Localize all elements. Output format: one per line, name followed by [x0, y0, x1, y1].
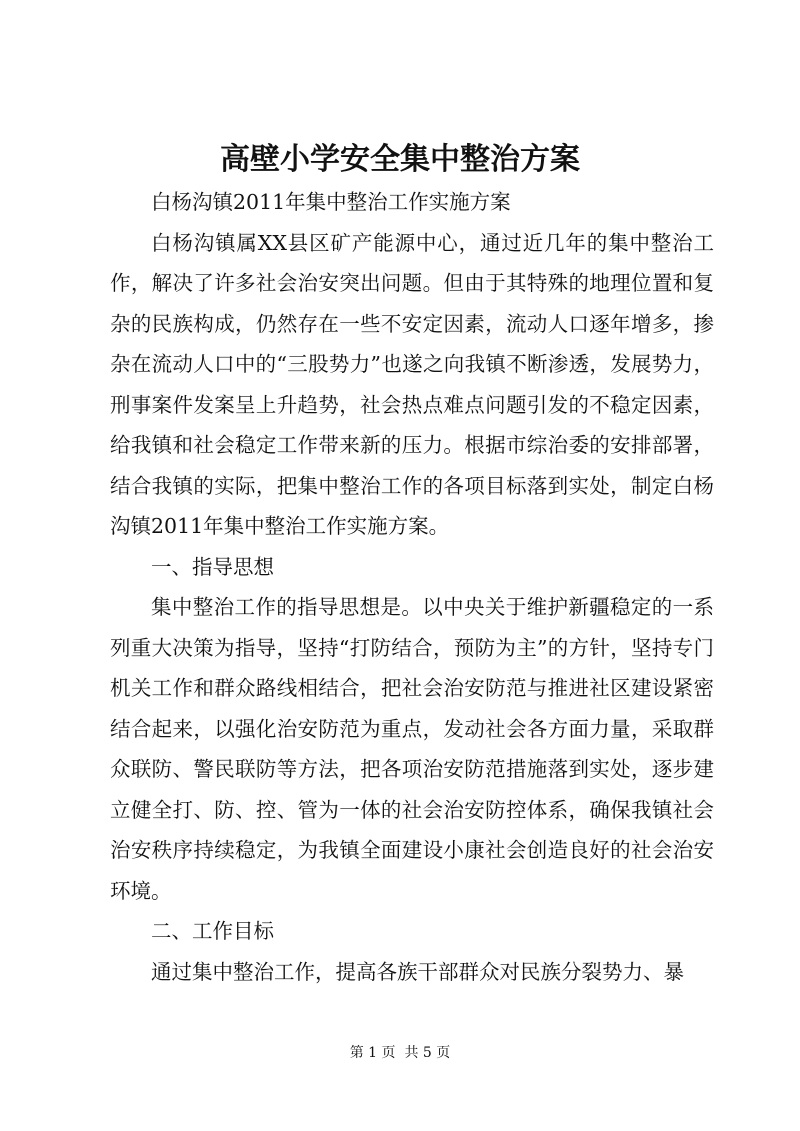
document-title: 高壁小学安全集中整治方案: [220, 142, 580, 177]
section-heading-guiding-ideology: 一、指导思想: [151, 554, 274, 579]
work-goals-paragraph: 通过集中整治工作，提高各族干部群众对民族分裂势力、暴: [151, 959, 684, 984]
intro-paragraph: 白杨沟镇属XX县区矿产能源中心，通过近几年的集中整治工作，解决了许多社会治安突出问题。但由于其特殊的地理位置和复杂的民族构成，仍然存在一些不安定因素，流动人口逐年增多，掺杂在流动人口中的“三股势力”也遂之向我镇不断渗透，发展势力，刑事案件发案呈上升趋势，社会热点难点问题引发的不稳定因素，给我镇和社会稳定工作带来新的压力。根据市综治委的安排部署，结合我镇的实际，把集中整治工作的各项目标落到实处，制定白杨沟镇2011年集中整治工作实施方案。: [110, 230, 714, 538]
page-number-label: 第 1 页 共 5 页: [349, 1045, 451, 1061]
section-heading-work-goals: 二、工作目标: [151, 919, 274, 943]
document-body: [110, 182, 714, 992]
subtitle-paragraph: 白杨沟镇2011年集中整治工作实施方案: [151, 190, 511, 214]
guiding-ideology-paragraph: 集中整治工作的指导思想是。以中央关于维护新疆稳定的一系列重大决策为指导，坚持“打防结合，预防为主”的方针，坚持专门机关工作和群众路线相结合，把社会治安防范与推进社区建设紧密结合起来，以强化治安防范为重点，发动社会各方面力量，采取群众联防、警民联防等方法，把各项治安防范措施落到实处，逐步建立健全打、防、控、管为一体的社会治安防控体系，确保我镇社会治安秩序持续稳定，为我镇全面建设小康社会创造良好的社会治安环境。: [110, 595, 714, 903]
page-footer: [0, 1043, 800, 1063]
